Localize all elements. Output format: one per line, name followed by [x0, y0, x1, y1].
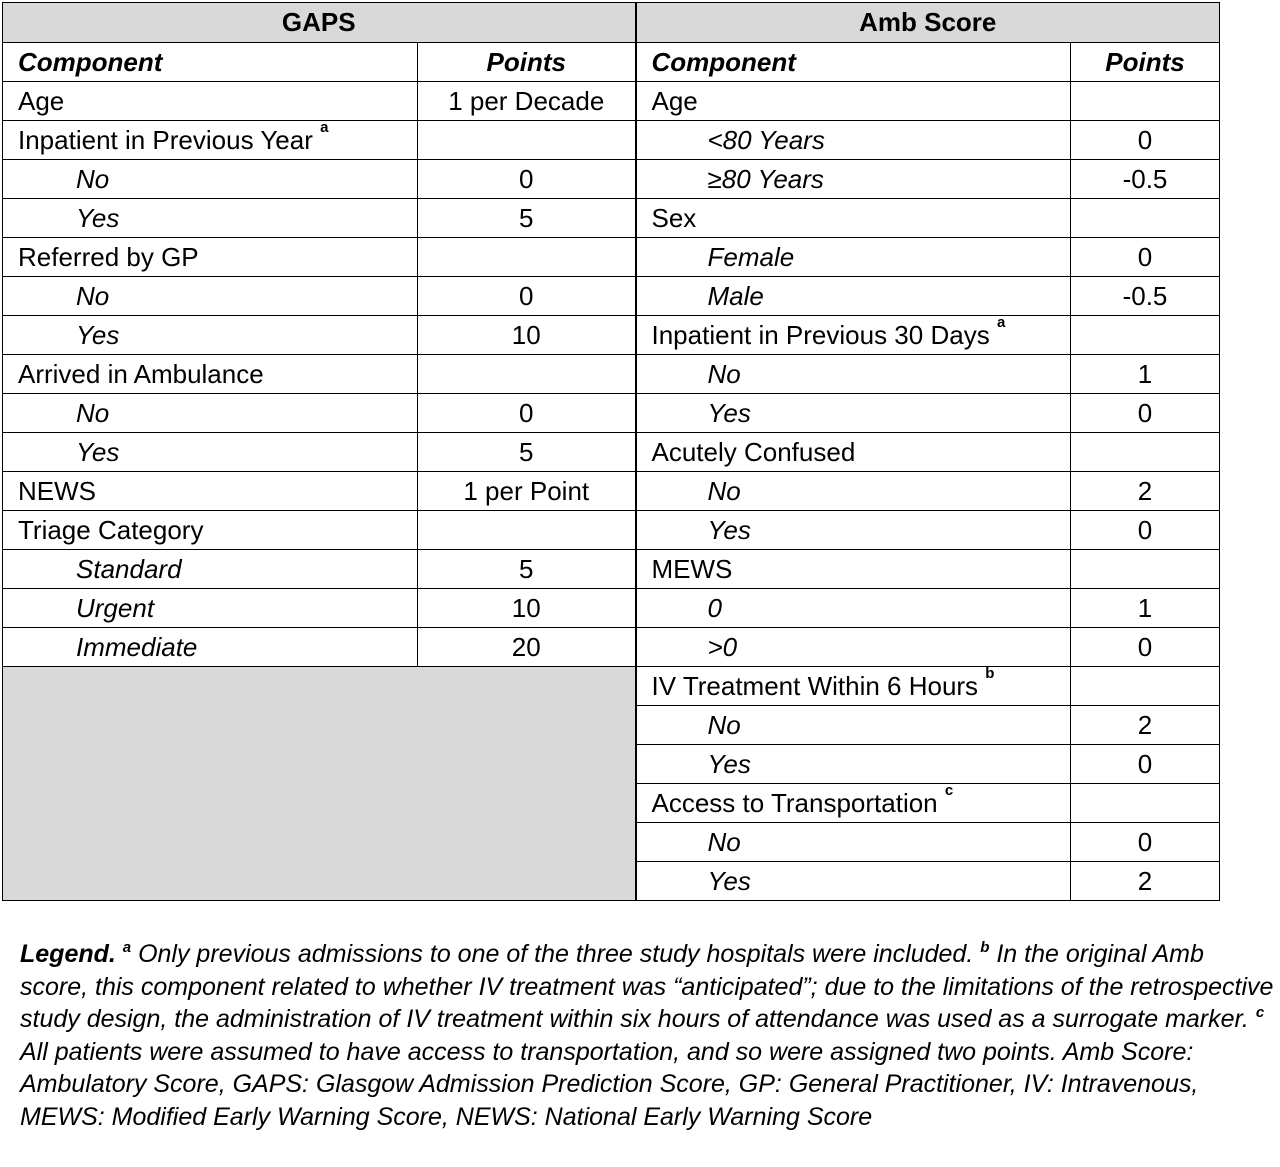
table-row — [3, 121, 1220, 160]
legend-lead: Legend. — [20, 940, 116, 968]
table-row — [3, 238, 1220, 277]
amb-points-cell: 1 — [1071, 355, 1220, 394]
gaps-points-cell — [418, 238, 636, 277]
gaps-component-cell — [3, 394, 418, 433]
gaps-component-cell — [3, 433, 418, 472]
amb-component-cell — [636, 784, 1071, 823]
amb-component-cell — [636, 862, 1071, 901]
amb-component-label: Yes — [707, 397, 751, 428]
gaps-component-cell — [3, 628, 418, 667]
amb-component-cell — [636, 823, 1071, 862]
gaps-component-label: Standard — [76, 553, 182, 584]
amb-points-cell — [1071, 199, 1220, 238]
gaps-title: GAPS — [3, 3, 636, 43]
gaps-component-label: Immediate — [76, 631, 198, 662]
amb-points-cell — [1071, 433, 1220, 472]
table-row — [3, 316, 1220, 355]
table-row — [3, 355, 1220, 394]
amb-component-cell — [636, 550, 1071, 589]
gaps-component-cell — [3, 277, 418, 316]
gaps-points-cell: 20 — [418, 628, 636, 667]
gaps-points-cell: 5 — [418, 199, 636, 238]
gaps-points-header: Points — [418, 43, 636, 82]
footnote-marker: a — [996, 315, 1006, 331]
gaps-component-label: Yes — [76, 436, 120, 467]
gaps-component-label: Referred by GP — [18, 241, 199, 272]
footnote-marker: b — [985, 666, 995, 682]
gaps-component-label: Age — [18, 85, 65, 116]
amb-component-label: Male — [707, 280, 764, 311]
amb-component-label: Yes — [707, 514, 751, 545]
amb-component-label: Female — [707, 241, 795, 272]
amb-points-cell: 2 — [1071, 472, 1220, 511]
table-row — [3, 160, 1220, 199]
amb-component-label: Access to Transportation — [651, 787, 938, 818]
gaps-points-cell — [418, 511, 636, 550]
amb-component-label: Yes — [707, 865, 751, 896]
gaps-component-label: No — [76, 163, 110, 194]
amb-title: Amb Score — [636, 3, 1220, 43]
table-row — [3, 667, 1220, 706]
amb-points-cell: 0 — [1071, 121, 1220, 160]
gaps-component-label: NEWS — [18, 475, 96, 506]
amb-component-label: Age — [651, 85, 698, 116]
footnote-c-marker: c — [1255, 1004, 1265, 1022]
amb-points-cell: -0.5 — [1071, 160, 1220, 199]
amb-points-header: Points — [1071, 43, 1220, 82]
gaps-component-label: Inpatient in Previous Year — [18, 124, 313, 155]
amb-points-cell: 0 — [1071, 394, 1220, 433]
amb-component-label: Acutely Confused — [651, 436, 856, 467]
amb-component-label: ≥80 Years — [707, 163, 824, 194]
empty-shaded-area — [3, 667, 636, 901]
gaps-points-cell: 1 per Decade — [418, 82, 636, 121]
table-row — [3, 394, 1220, 433]
gaps-component-cell — [3, 550, 418, 589]
gaps-points-cell — [418, 121, 636, 160]
amb-component-label: Yes — [707, 748, 751, 779]
gaps-component-label: No — [76, 280, 110, 311]
amb-component-cell — [636, 277, 1071, 316]
gaps-component-header: Component — [3, 43, 418, 82]
table-row — [3, 433, 1220, 472]
table-row — [3, 472, 1220, 511]
amb-component-label: No — [707, 358, 741, 389]
amb-component-cell — [636, 394, 1071, 433]
amb-component-label: MEWS — [651, 553, 733, 584]
amb-component-cell — [636, 82, 1071, 121]
amb-component-cell — [636, 589, 1071, 628]
amb-points-cell: 0 — [1071, 511, 1220, 550]
gaps-points-cell — [418, 355, 636, 394]
table-row — [3, 277, 1220, 316]
gaps-component-label: Triage Category — [18, 514, 204, 545]
amb-points-cell: 2 — [1071, 862, 1220, 901]
amb-component-label: No — [707, 826, 741, 857]
gaps-points-cell: 0 — [418, 160, 636, 199]
amb-points-cell: 0 — [1071, 823, 1220, 862]
footnote-c-text: All patients were assumed to have access to transportation, and so were assigned two points. Amb Score: Ambulatory Score, GAPS: Glasgow Admission Prediction Score, GP: General Practitioner, IV: Intravenous, MEWS: Modified Early Warning Score, NEWS: National Early Warning Score — [20, 1037, 1199, 1131]
amb-points-cell: 0 — [1071, 745, 1220, 784]
gaps-component-label: Yes — [76, 319, 120, 350]
amb-component-cell — [636, 433, 1071, 472]
amb-component-label: >0 — [707, 631, 738, 662]
gaps-points-cell: 0 — [418, 394, 636, 433]
footnote-marker: a — [320, 120, 329, 136]
amb-component-cell — [636, 511, 1071, 550]
amb-component-cell — [636, 472, 1071, 511]
amb-points-cell: 2 — [1071, 706, 1220, 745]
score-comparison-table — [2, 2, 1220, 901]
amb-points-cell: 0 — [1071, 238, 1220, 277]
amb-points-cell — [1071, 667, 1220, 706]
gaps-component-cell — [3, 238, 418, 277]
gaps-component-cell — [3, 589, 418, 628]
footnote-b-text: In the original Amb score, this component related to whether IV treatment was “anticipated”; due to the limitations of the retrospective study design, the administration of IV treatment within six hours of attendance was used as a surrogate marker. — [20, 940, 1274, 1034]
gaps-component-cell — [3, 82, 418, 121]
gaps-points-cell: 5 — [418, 433, 636, 472]
amb-points-cell — [1071, 784, 1220, 823]
amb-points-cell: 0 — [1071, 628, 1220, 667]
footnote-marker: c — [944, 783, 954, 799]
amb-component-cell — [636, 355, 1071, 394]
gaps-component-cell — [3, 199, 418, 238]
amb-component-label: 0 — [707, 592, 722, 623]
amb-component-label: No — [707, 475, 741, 506]
footnote-a-marker: a — [122, 939, 132, 956]
gaps-points-cell: 1 per Point — [418, 472, 636, 511]
gaps-component-label: Arrived in Ambulance — [18, 358, 264, 389]
table-row — [3, 82, 1220, 121]
table-row — [3, 199, 1220, 238]
amb-component-label: IV Treatment Within 6 Hours — [651, 670, 979, 701]
footnote-b-marker: b — [980, 939, 990, 956]
amb-points-cell: -0.5 — [1071, 277, 1220, 316]
amb-component-cell — [636, 199, 1071, 238]
gaps-component-label: Yes — [76, 202, 120, 233]
table-row — [3, 550, 1220, 589]
amb-component-cell — [636, 667, 1071, 706]
amb-component-label: Inpatient in Previous 30 Days — [651, 319, 990, 350]
amb-component-cell — [636, 745, 1071, 784]
gaps-component-label: Urgent — [76, 592, 155, 623]
amb-points-cell — [1071, 82, 1220, 121]
amb-points-cell: 1 — [1071, 589, 1220, 628]
gaps-points-cell: 10 — [418, 589, 636, 628]
amb-component-cell — [636, 121, 1071, 160]
gaps-component-label: No — [76, 397, 110, 428]
footnote-a-text: Only previous admissions to one of the three study hospitals were included. — [131, 940, 981, 968]
amb-component-label: <80 Years — [707, 124, 825, 155]
gaps-component-cell — [3, 160, 418, 199]
amb-component-cell — [636, 628, 1071, 667]
amb-component-header: Component — [636, 43, 1071, 82]
gaps-component-cell — [3, 472, 418, 511]
gaps-points-cell: 5 — [418, 550, 636, 589]
amb-component-cell — [636, 316, 1071, 355]
amb-points-cell — [1071, 316, 1220, 355]
table-row — [3, 511, 1220, 550]
gaps-component-cell — [3, 511, 418, 550]
gaps-points-cell: 10 — [418, 316, 636, 355]
amb-component-cell — [636, 160, 1071, 199]
table-row — [3, 628, 1220, 667]
amb-component-cell — [636, 706, 1071, 745]
gaps-points-cell: 0 — [418, 277, 636, 316]
gaps-component-cell — [3, 316, 418, 355]
amb-component-label: No — [707, 709, 741, 740]
table-row — [3, 589, 1220, 628]
amb-component-label: Sex — [651, 202, 697, 233]
gaps-component-cell — [3, 121, 418, 160]
amb-component-cell — [636, 238, 1071, 277]
table-legend — [20, 938, 1278, 1134]
gaps-component-cell — [3, 355, 418, 394]
amb-points-cell — [1071, 550, 1220, 589]
